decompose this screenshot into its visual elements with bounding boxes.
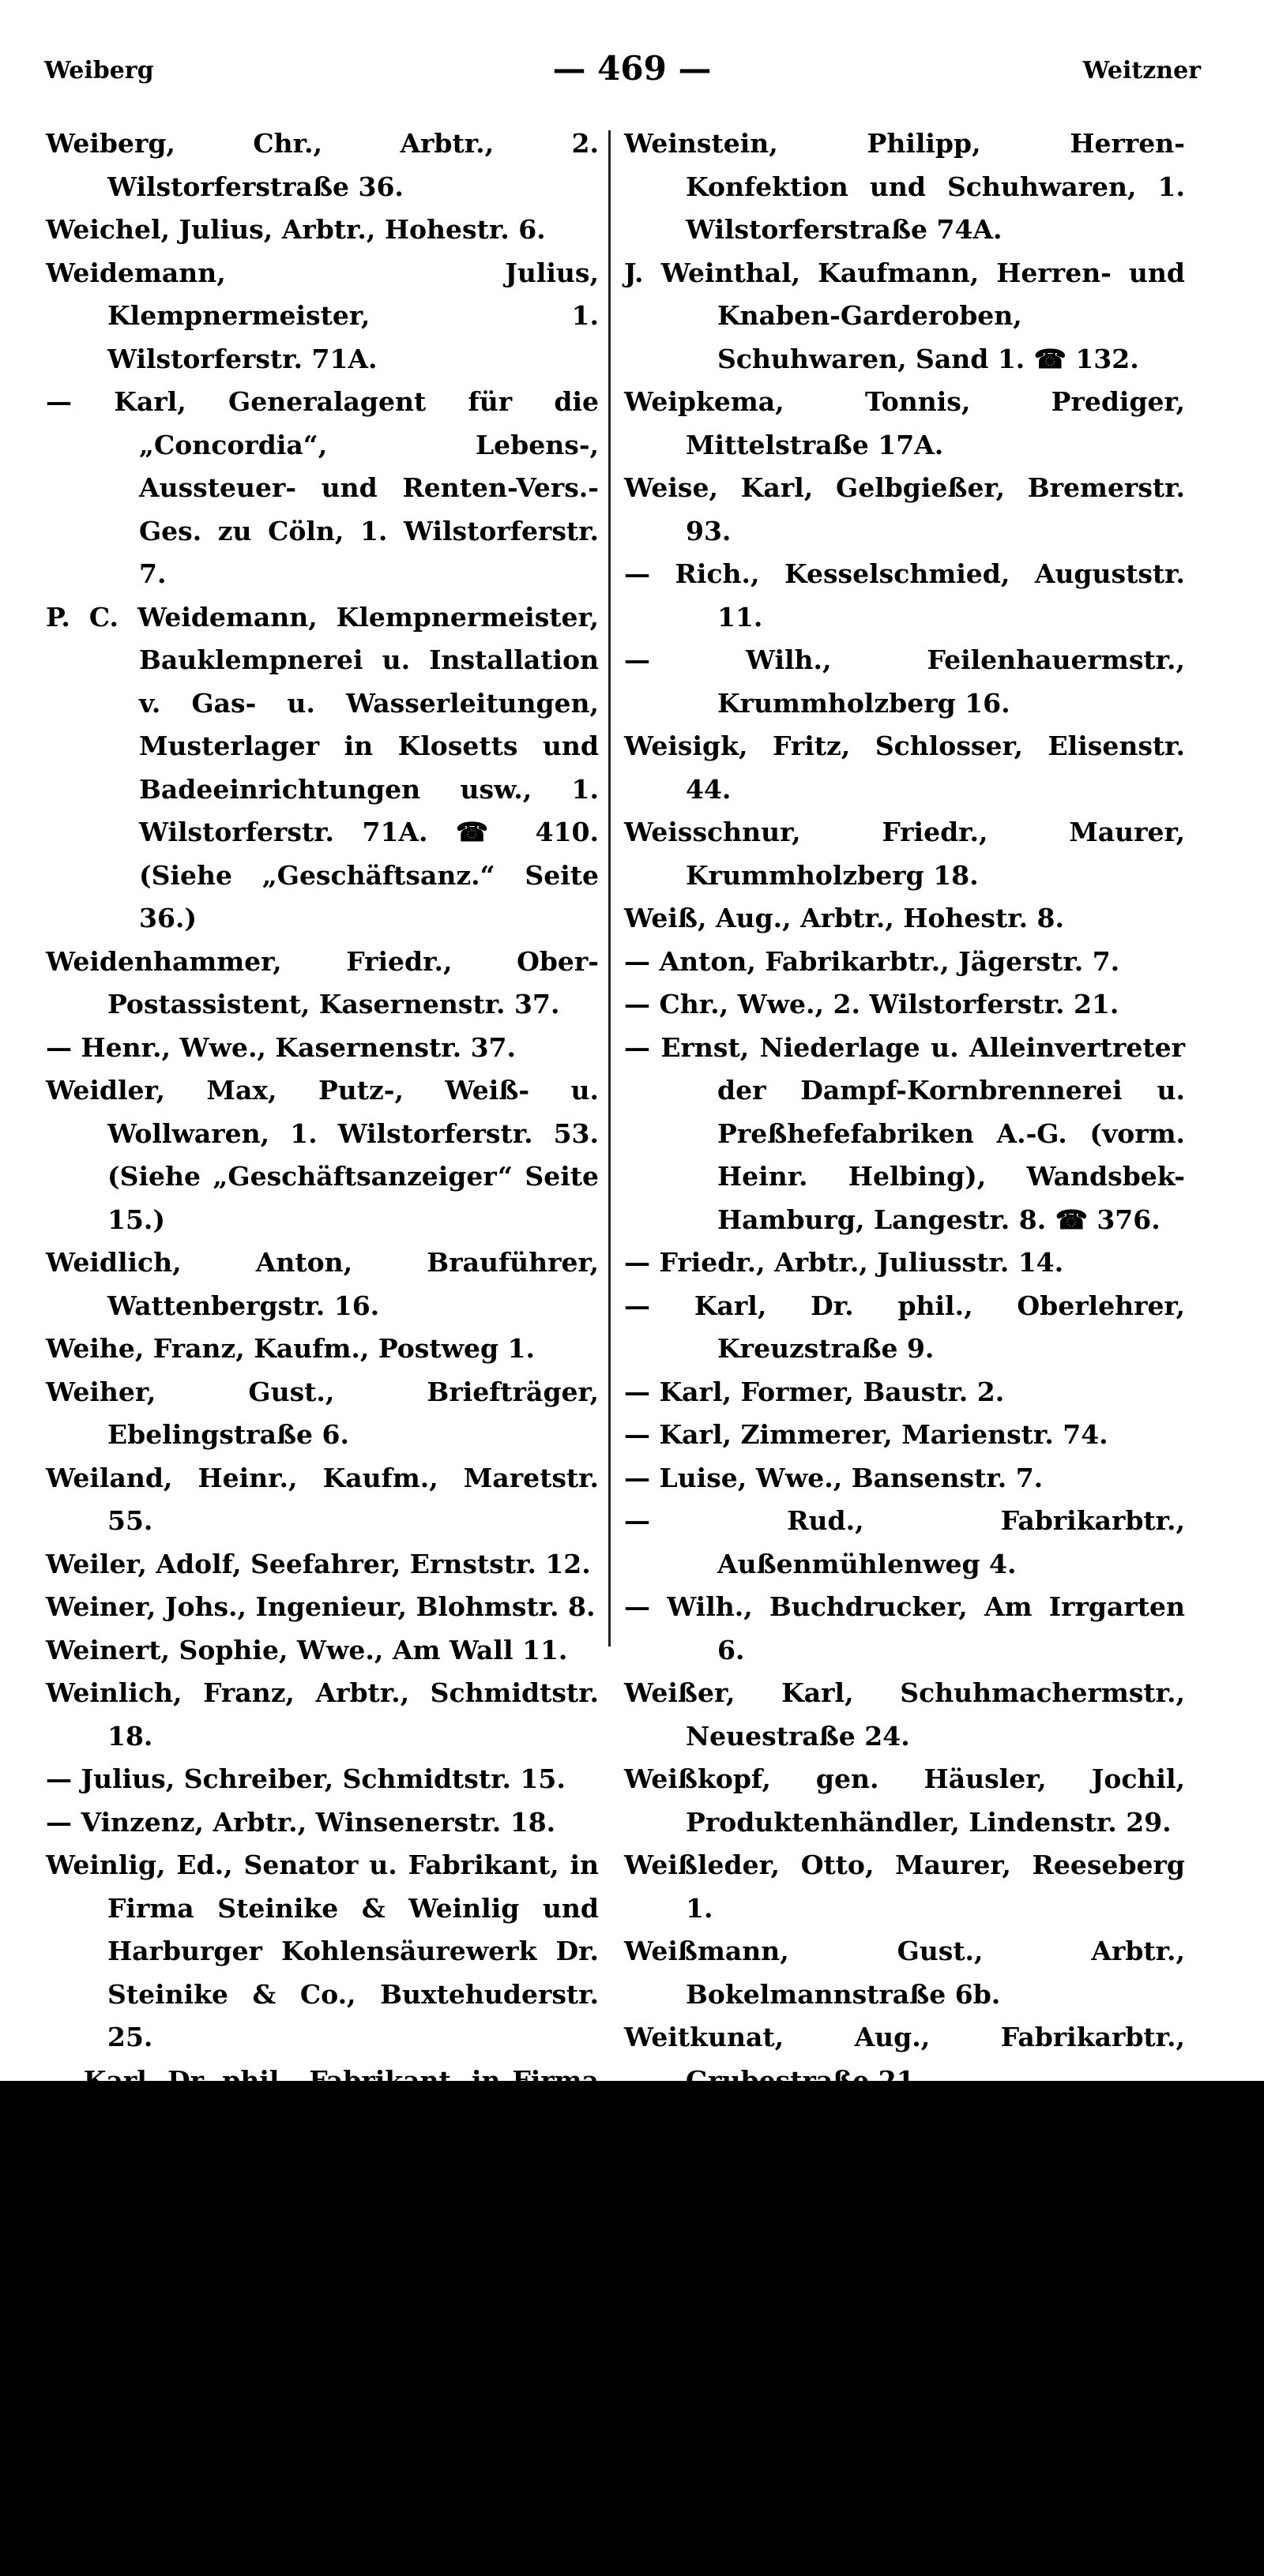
directory-entry: — Karl, Zimmerer, Marienstr. 74. xyxy=(624,1419,1108,1450)
directory-entry: Weinmann, Paul, Wieger, Turnerstraße 21. xyxy=(46,2280,599,2354)
directory-entry: — Ernst, Niederlage u. Alleinvertreter der Dampf-Kornbrennerei u. Preßhefefabriken A.-G. (vorm. Heinr. Helbing), Wandsbek-Hamburg, Langestr. 8. ☎ 376. xyxy=(624,1031,1185,1235)
directory-entry: Weinert, Sophie, Wwe., Am Wall 11. xyxy=(46,1634,568,1665)
directory-entry: Weidenhammer, Friedr., Ober-Postassistent, Kasernenstr. 37. xyxy=(46,945,599,1020)
directory-entry: Weisigk, Fritz, Schlosser, Elisenstr. 44. xyxy=(624,730,1185,805)
directory-entry: Weinlich, Franz, Arbtr., Schmidtstr. 18. xyxy=(46,1677,599,1752)
directory-entry: Weipkema, Tonnis, Prediger, Mittelstraße 17A. xyxy=(624,386,1185,460)
directory-entry: — Rud., Fabrikarbtr., Außenmühlenweg 4. xyxy=(624,1505,1185,1579)
directory-entry: — Rich., Kesselschmied, Auguststr. 11. xyxy=(624,558,1185,633)
directory-entry: Weihe, Franz, Kaufm., Postweg 1. xyxy=(46,1333,536,1364)
directory-entry: — Anton, Fabrikarbtr., Jägerstr. 7. xyxy=(624,945,1120,977)
directory-entry: — Aug., Arbtr., Neulanderweg 13. xyxy=(624,2108,1112,2139)
directory-entry: J. Weinthal, Kaufmann, Herren- und Knaben-Garderoben, Schuhwaren, Sand 1. ☎ 132. xyxy=(624,257,1185,374)
directory-entry: Weichel, Julius, Arbtr., Hohestr. 6. xyxy=(46,214,546,245)
directory-entry: — Karl, Dr. phil., Oberlehrer, Kreuzstraße 9. xyxy=(624,1290,1185,1364)
directory-entry: Weiland, Heinr., Kaufm., Maretstr. 55. xyxy=(46,1462,599,1536)
directory-entry: P. C. Weidemann, Klempnermeister, Bauklempnerei u. Installation v. Gas- u. Wasserleitungen, Musterlager in Klosetts und Badeeinrichtungen usw., 1. Wilstorferstr. 71A. ☎ 410. (Siehe „Geschäftsanz.“ Seite 36.) xyxy=(46,601,599,933)
directory-entry: Weidemann, Julius, Klempnermeister, 1. Wilstorferstr. 71A. xyxy=(46,257,599,374)
running-head-left: Weiberg xyxy=(44,57,154,84)
directory-entry: — Friedr., Arbtr., Juliusstr. 14. xyxy=(624,1247,1064,1278)
directory-entry: Weinstein, Josefa, Arbeiterin, Hohestr. 6. xyxy=(46,2495,599,2569)
right-column xyxy=(624,122,1185,2404)
directory-entry: Weinstein, Philipp, Herren-Konfektion und Schuhwaren, 1. Wilstorferstraße 74A. xyxy=(624,128,1185,245)
directory-entry: — Karl, Former, Baustr. 2. xyxy=(624,1376,1005,1407)
directory-entry: — Wilh., Feilenhauermstr., Krummholzberg 16. xyxy=(624,644,1185,719)
directory-entry: — Chr., Wwe., 2. Wilstorferstr. 21. xyxy=(624,989,1119,1020)
directory-entry: — Julius, Schreiber, Schmidtstr. 15. xyxy=(46,1763,566,1794)
directory-entry: Weise, Karl, Gelbgießer, Bremerstr. 93. xyxy=(624,472,1185,546)
left-column xyxy=(46,122,599,2576)
directory-entry: Weißer, Karl, Schuhmachermstr., Neuestraße 24. xyxy=(624,1677,1185,1752)
directory-entry: Weiler, Adolf, Seefahrer, Ernststr. 12. xyxy=(46,1548,591,1579)
column-divider xyxy=(608,130,611,1647)
directory-entry: Weinschenk, Wilhelm, Amtsgerichtssekretär, Lüneburgerstr. 44. xyxy=(46,2366,599,2483)
directory-entry: Weitkunat, Aug., Fabrikarbtr., Grubestraße 21. xyxy=(624,2022,1185,2096)
directory-entry: Carl Weitz, Möbel, Betten, Konfektion und Manufakturwaren, 1. Wilstorferstr. 42A. ☎ 307. (S. „Geschäftsanzeiger“ Seite 37.) xyxy=(624,2150,1185,2311)
directory-entry: Weidler, Max, Putz-, Weiß- u. Wollwaren, 1. Wilstorferstr. 53. (Siehe „Geschäftsanzeiger“ Seite 15.) xyxy=(46,1075,599,1235)
directory-entry: Weiberg, Chr., Arbtr., 2. Wilstorferstraße 36. xyxy=(46,128,599,202)
directory-entry: Weidlich, Anton, Brauführer, Wattenbergstr. 16. xyxy=(46,1247,599,1321)
directory-entry: Weitzner, Chr., Lokomotivführer a. D., Meyerstr. 1. xyxy=(624,2323,1185,2397)
directory-entry: — Karl, Dr. phil., Fabrikant, in Firma Steinike & Weinlig und Harburger Kohlensäurewerk Dr. Steinike & Co., Gartenstr. 15. ☎ 569. xyxy=(46,2064,599,2268)
page-number: — 469 — xyxy=(552,49,712,88)
directory-entry: — Wilh., Buchdrucker, Am Irrgarten 6. xyxy=(624,1591,1185,1665)
directory-entry: Weiner, Johs., Ingenieur, Blohmstr. 8. xyxy=(46,1591,596,1622)
directory-entry: — Luise, Wwe., Bansenstr. 7. xyxy=(624,1462,1044,1493)
directory-entry: Weißkopf, gen. Häusler, Jochil, Produktenhändler, Lindenstr. 29. xyxy=(624,1763,1185,1838)
directory-entry: — Vinzenz, Arbtr., Winsenerstr. 18. xyxy=(46,1806,556,1838)
directory-entry: Weisschnur, Friedr., Maurer, Krummholzberg 18. xyxy=(624,817,1185,891)
directory-entry: — Henr., Wwe., Kasernenstr. 37. xyxy=(46,1031,516,1063)
directory-entry: Weißmann, Gust., Arbtr., Bokelmannstraße 6b. xyxy=(624,1936,1185,2010)
directory-entry: Weißleder, Otto, Maurer, Reeseberg 1. xyxy=(624,1849,1185,1924)
directory-entry: Weiß, Aug., Arbtr., Hohestr. 8. xyxy=(624,903,1065,933)
directory-entry: Weinlig, Ed., Senator u. Fabrikant, in Firma Steinike & Weinlig und Harburger Kohlensäurewerk Dr. Steinike & Co., Buxtehuderstr. 25. xyxy=(46,1849,599,2052)
directory-entry: Weiher, Gust., Briefträger, Ebelingstraße 6. xyxy=(46,1376,599,1450)
directory-entry: — Karl, Generalagent für die „Concordia“, Lebens-, Aussteuer- und Renten-Vers.-Ges. zu Cöln, 1. Wilstorferstr. 7. xyxy=(46,386,599,589)
running-head-right: Weitzner xyxy=(1082,57,1201,84)
